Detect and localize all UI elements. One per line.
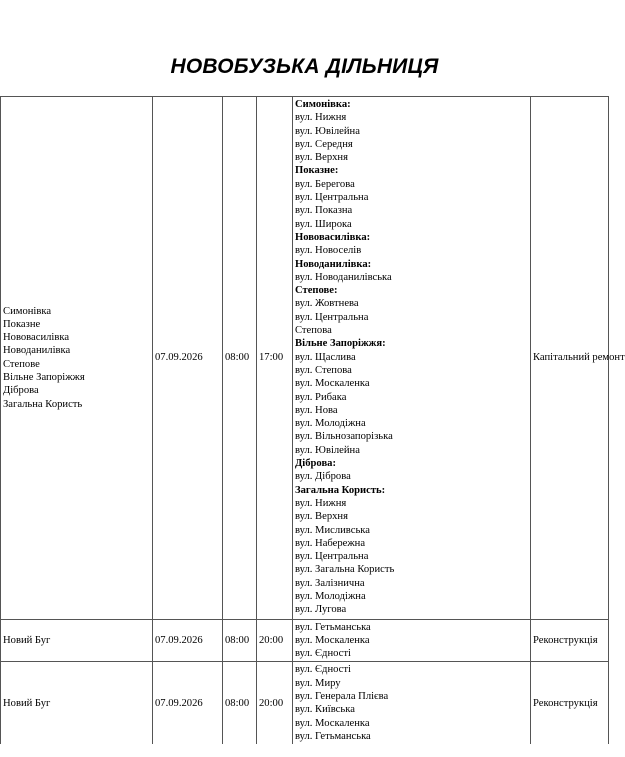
street-name: вул. Центральна (295, 311, 369, 323)
streets-cell (293, 619, 531, 662)
settlement-name: Вільне Запоріжжя (3, 372, 85, 384)
settlement-name: Новоданилівка (3, 345, 71, 357)
streets-cell (293, 97, 531, 620)
settlement-name: Новий Буг (3, 634, 51, 646)
street-name: вул. Нижня (295, 112, 347, 124)
settlement-heading: Діброва: (295, 458, 336, 470)
settlement-name: Показне (3, 318, 41, 330)
street-name: вул. Ювілейна (295, 125, 360, 137)
start-time-cell: 08:00 (223, 662, 257, 744)
street-name: вул. Середня (295, 138, 353, 150)
street-name: вул. Генерала Плієва (295, 691, 389, 703)
street-name: вул. Рибака (295, 391, 347, 403)
date-cell: 07.09.2026 (153, 662, 223, 744)
settlement-heading: Степове: (295, 285, 338, 297)
street-name: вул. Новоселів (295, 245, 362, 257)
page-title: НОВОБУЗЬКА ДІЛЬНИЦЯ (170, 55, 439, 78)
street-name: вул. Молодіжна (295, 418, 366, 430)
street-name: вул. Показна (295, 205, 353, 217)
street-name: вул. Верхня (295, 152, 348, 164)
reason-cell: Капітальний ремонт (531, 97, 609, 620)
street-name: Степова (295, 325, 332, 337)
end-time-cell: 17:00 (257, 97, 293, 620)
street-name: вул. Залізнична (295, 577, 365, 589)
street-name: вул. Мисливська (295, 524, 370, 536)
street-name: вул. Миру (295, 677, 341, 689)
street-name: вул. Єдності (295, 664, 351, 676)
street-name: вул. Нова (295, 404, 338, 416)
street-name: вул. Лугова (295, 604, 347, 616)
settlement-name: Новий Буг (3, 697, 51, 709)
street-name: вул. Центральна (295, 551, 369, 563)
start-time-cell: 08:00 (223, 97, 257, 620)
street-name: вул. Жовтнева (295, 298, 359, 310)
street-name: вул. Гетьманська (295, 621, 371, 633)
street-name: вул. Степова (295, 364, 352, 376)
settlements-cell (1, 662, 153, 744)
table-row (1, 662, 609, 744)
end-time-cell: 20:00 (257, 619, 293, 662)
settlement-heading: Показне: (295, 165, 339, 177)
settlement-name: Симонівка (3, 305, 52, 317)
outage-schedule-table (0, 96, 625, 744)
settlements-cell (1, 97, 153, 620)
streets-cell (293, 662, 531, 744)
settlement-name: Нововасилівка (3, 332, 70, 344)
street-name: вул. Ювілейна (295, 444, 360, 456)
settlements-cell (1, 619, 153, 662)
reason-cell: Реконструкція (531, 619, 609, 662)
street-name: вул. Нижня (295, 497, 347, 509)
street-name: вул. Єдності (295, 648, 351, 660)
street-name: вул. Москаленка (295, 378, 370, 390)
street-name: вул. Молодіжна (295, 590, 366, 602)
street-name: вул. Москаленка (295, 634, 370, 646)
street-name: вул. Діброва (295, 471, 351, 483)
street-name: вул. Набережна (295, 537, 366, 549)
street-name: вул. Москаленка (295, 717, 370, 729)
street-name: вул. Гетьманська (295, 730, 371, 742)
settlement-name: Діброва (3, 385, 39, 397)
street-name: вул. Київська (295, 704, 355, 716)
table-row (1, 97, 609, 620)
street-name: вул. Загальна Користь (295, 564, 395, 576)
settlement-heading: Новоданилівка: (295, 258, 372, 270)
street-name: вул. Широка (295, 218, 352, 230)
end-time-cell: 20:00 (257, 662, 293, 744)
settlement-heading: Вільне Запоріжжя: (295, 338, 386, 350)
street-name: вул. Берегова (295, 178, 355, 190)
reason-cell: Реконструкція (531, 662, 609, 744)
street-name: вул. Вільнозапорізька (295, 431, 393, 443)
street-name: вул. Новоданилівська (295, 271, 392, 283)
street-name: вул. Центральна (295, 192, 369, 204)
settlement-name: Загальна Користь (3, 398, 83, 410)
table-row (1, 619, 609, 662)
settlement-heading: Загальна Користь: (295, 484, 386, 496)
street-name: вул. Верхня (295, 511, 348, 523)
settlement-heading: Нововасилівка: (295, 231, 371, 243)
date-cell: 07.09.2026 (153, 97, 223, 620)
settlement-name: Степове (3, 358, 40, 370)
street-name: вул. Щаслива (295, 351, 356, 363)
start-time-cell: 08:00 (223, 619, 257, 662)
date-cell: 07.09.2026 (153, 619, 223, 662)
settlement-heading: Симонівка: (295, 99, 351, 110)
